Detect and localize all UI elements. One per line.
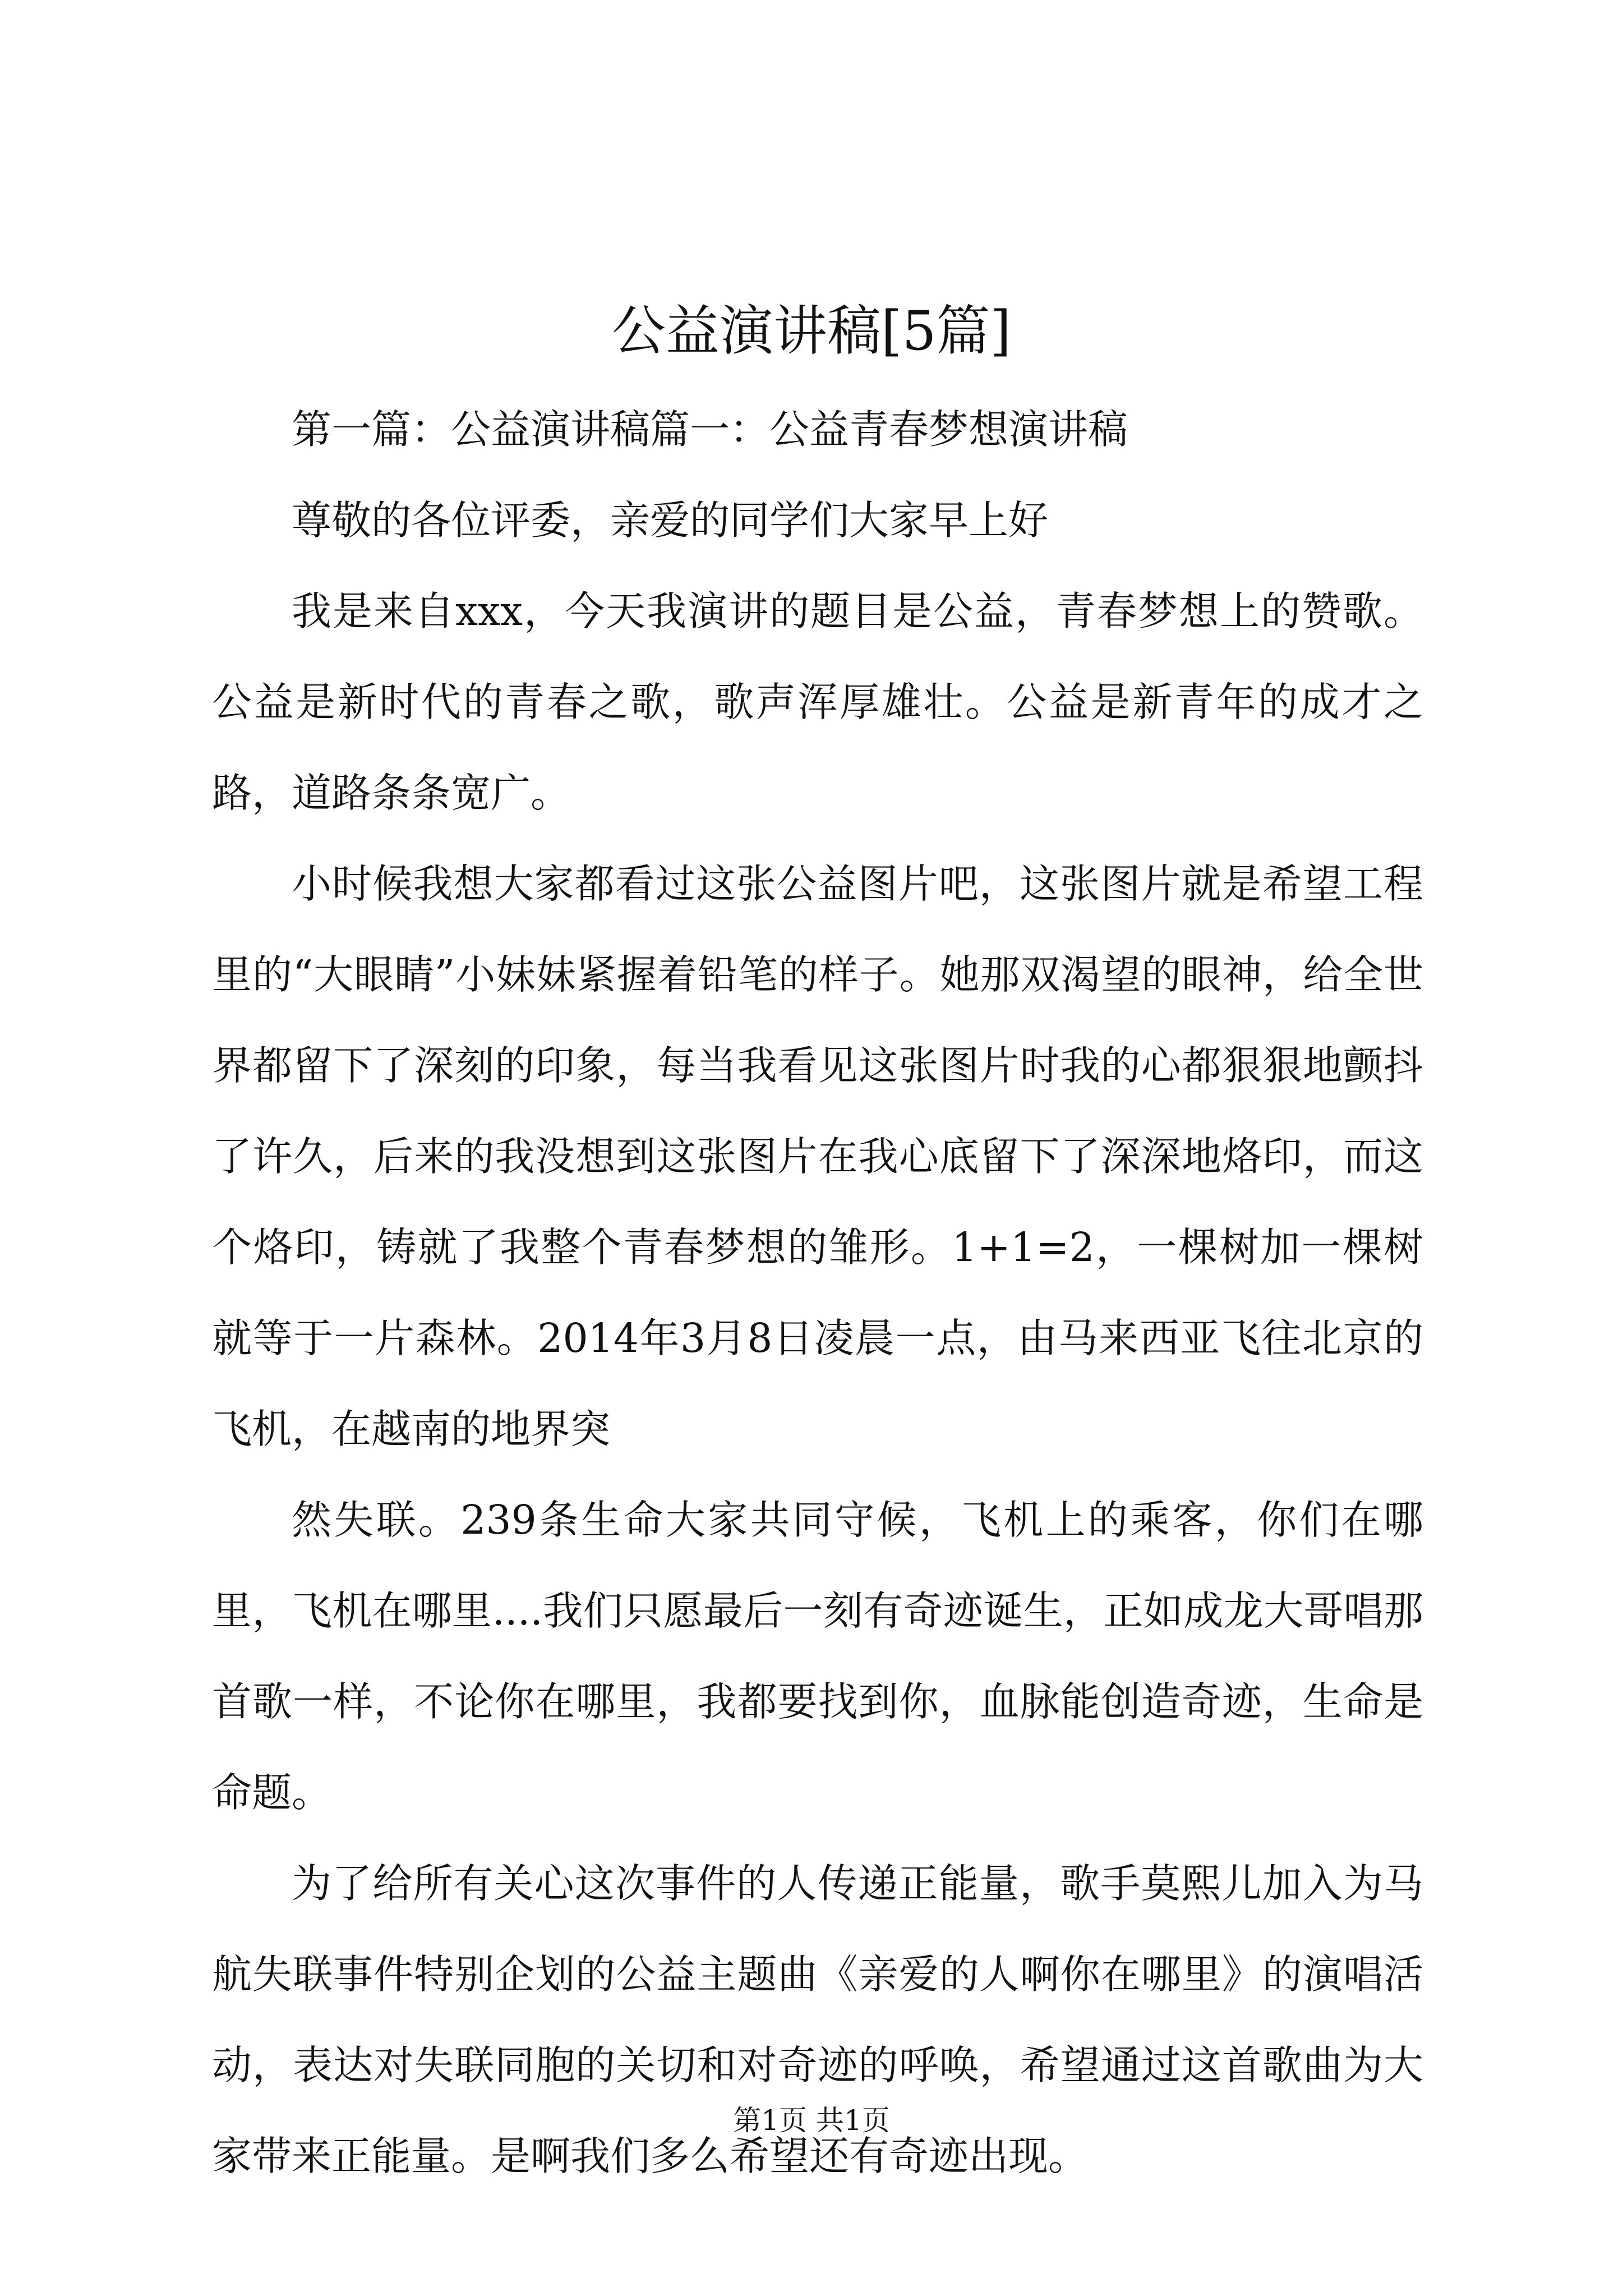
paragraph: 小时候我想大家都看过这张公益图片吧，这张图片就是希望工程里的“大眼睛”小妹妹紧握着铅笔的样子。她那双渴望的眼神，给全世界都留下了深刻的印象，每当我看见这张图片时我的心都狠狠地颤抖了许久，后来的我没想到这张图片在我心底留下了深深地烙印，而这个烙印，铸就了我整个青春梦想的雏形。1+1=2，一棵树加一棵树就等于一片森林。2014年3月8日凌晨一点，由马来西亚飞往北京的飞机，在越南的地界突 (212, 861, 1423, 1452)
page-footer: 第1页 共1页 (733, 2104, 890, 2137)
paragraph: 第一篇：公益演讲稿篇一：公益青春梦想演讲稿 (292, 406, 1128, 453)
paragraph: 然失联。239条生命大家共同守候，飞机上的乘客，你们在哪里，飞机在哪里....我们只愿最后一刻有奇迹诞生，正如成龙大哥唱那首歌一样，不论你在哪里，我都要找到你，血脉能创造奇迹，生命是命题。 (212, 1497, 1423, 1816)
document-body (212, 384, 1423, 2202)
document-title: 公益演讲稿[5篇] (612, 300, 1011, 362)
paragraph: 我是来自xxx，今天我演讲的题目是公益，青春梦想上的赞歌。公益是新时代的青春之歌，歌声浑厚雄壮。公益是新青年的成才之路，道路条条宽广。 (212, 588, 1423, 816)
paragraph: 为了给所有关心这次事件的人传递正能量，歌手莫熙儿加入为马航失联事件特别企划的公益主题曲《亲爱的人啊你在哪里》的演唱活动，表达对失联同胞的关切和对奇迹的呼唤，希望通过这首歌曲为大家带来正能量。是啊我们多么希望还有奇迹出现。 (212, 1860, 1423, 2179)
paragraph: 尊敬的各位评委，亲爱的同学们大家早上好 (292, 497, 1049, 544)
